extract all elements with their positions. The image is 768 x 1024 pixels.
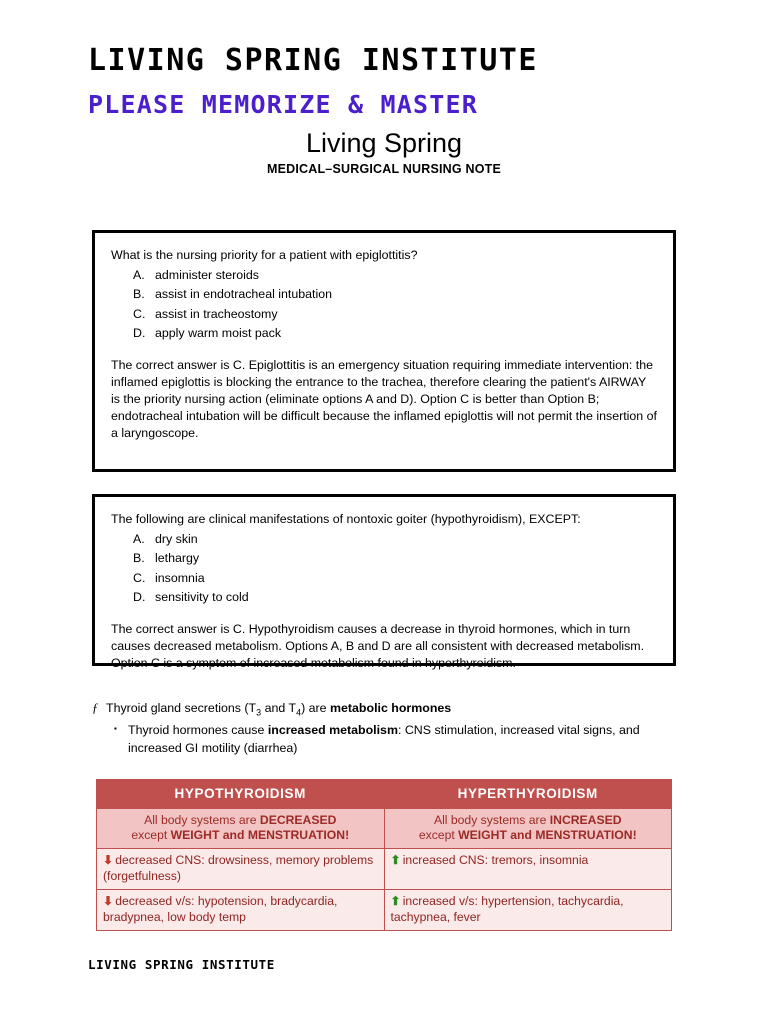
brand-title: Living Spring (305, 128, 463, 159)
choice-list (111, 530, 657, 606)
note2-bold: increased metabolism (267, 723, 398, 738)
question-stem: The following are clinical manifestations of nontoxic goiter (hypothyroidism), EXCEPT: (111, 512, 581, 527)
page-footer: LIVING SPRING INSTITUTE (88, 957, 275, 972)
subhead-line2-bold: WEIGHT and MENSTRUATION! (170, 828, 350, 843)
question-box-2 (92, 494, 676, 671)
table-row (97, 890, 672, 931)
choice-letter: C. (133, 570, 146, 585)
square-bullet-icon: ▪ (114, 724, 117, 734)
choice-text: dry skin (155, 532, 198, 547)
choice-text: assist in tracheostomy (155, 306, 278, 321)
cell-text: decreased v/s: hypotension, bradycardia, bradypnea, low body temp (103, 894, 338, 924)
memorize-banner: PLEASE MEMORIZE & MASTER (88, 89, 479, 119)
choice-letter: D. (133, 589, 146, 604)
f-bullet-icon: ƒ (92, 701, 99, 716)
cell-text: decreased CNS: drowsiness, memory problems (forgetfulness) (103, 853, 374, 884)
choice-text: assist in endotracheal intubation (155, 287, 333, 302)
table-subhead-row (97, 808, 672, 849)
cell-text: increased CNS: tremors, insomnia (402, 853, 589, 868)
note-level2 (92, 722, 676, 757)
choice-text: apply warm moist pack (155, 325, 282, 340)
subhead-line2-pre: except (131, 828, 171, 843)
question-box-1 (92, 230, 676, 472)
note-level1 (92, 700, 676, 719)
subhead-pre: All body systems are (144, 812, 260, 827)
choice-item (133, 530, 657, 549)
question-rationale: The correct answer is C. Hypothyroidism causes a decrease in thyroid hormones, which in turn causes decreased metabolism. Options A, B and D are all consistent with decreased metabolism. Option C is a symptom of increased metabolism found in hyperthyroidism. (111, 621, 645, 671)
note-sub-3: 3 (256, 707, 262, 718)
institute-title: LIVING SPRING INSTITUTE (88, 43, 538, 78)
thyroid-comparison-table (96, 779, 672, 931)
note-text-mid: and T (261, 701, 297, 716)
cell-hyper-vs (384, 890, 672, 931)
cell-hypo-vs (97, 890, 385, 931)
arrow-up-icon: ⬆ (390, 894, 401, 909)
document-header (0, 0, 768, 176)
choice-text: sensitivity to cold (155, 589, 249, 604)
choice-letter: A. (133, 268, 145, 283)
document-subtitle: MEDICAL–SURGICAL NURSING NOTE (266, 162, 502, 177)
subhead-cell-right (384, 808, 672, 849)
choice-letter: C. (133, 306, 146, 321)
choice-letter: D. (133, 325, 146, 340)
table-header-row (97, 780, 672, 809)
notes-section (92, 700, 676, 757)
cell-hypo-cns (97, 849, 385, 890)
cell-hyper-cns (384, 849, 672, 890)
choice-item (133, 549, 657, 568)
subhead-pre: All body systems are (433, 812, 550, 827)
arrow-up-icon: ⬆ (390, 853, 401, 868)
choice-item (133, 285, 657, 304)
subhead-line2-pre: except (418, 828, 459, 843)
choice-item (133, 266, 657, 285)
table-row (97, 849, 672, 890)
arrow-down-icon: ⬇ (103, 853, 114, 868)
column-header-hyperthyroidism: HYPERTHYROIDISM (384, 780, 672, 809)
subhead-line2-bold: WEIGHT and MENSTRUATION! (458, 828, 637, 843)
note-text-suffix: ) are (301, 701, 330, 716)
note-sub-4: 4 (296, 707, 302, 718)
arrow-down-icon: ⬇ (103, 894, 114, 909)
choice-text: administer steroids (155, 268, 259, 283)
choice-item (133, 569, 657, 588)
choice-letter: A. (133, 532, 145, 547)
note-bold-metabolic: metabolic hormones (330, 701, 452, 716)
choice-list (111, 266, 657, 342)
choice-letter: B. (133, 551, 145, 566)
subhead-cell-left (97, 808, 385, 849)
note2-text-prefix: Thyroid hormones cause (128, 723, 268, 738)
question-stem: What is the nursing priority for a patient with epiglottitis? (111, 248, 418, 263)
question-rationale: The correct answer is C. Epiglottitis is an emergency situation requiring immediate intervention: the inflamed epiglottis is blocking the entrance to the trachea, therefore clearing the patient's AIRWAY is the priority nursing action (eliminate options A and D). Option C is better than Option B; endotracheal intubation will be difficult because the inflamed epiglottis will not permit the insertion of a laryngoscope. (111, 357, 657, 441)
subhead-bold: DECREASED (259, 812, 337, 827)
choice-text: insomnia (155, 570, 205, 585)
choice-item (133, 305, 657, 324)
subhead-bold: INCREASED (549, 812, 622, 827)
choice-letter: B. (133, 287, 145, 302)
note-text-prefix: Thyroid gland secretions (T (106, 701, 257, 716)
choice-item (133, 588, 657, 607)
note2-text-suffix: : CNS stimulation, increased vital signs, and increased GI motility (diarrhea) (128, 723, 640, 755)
choice-text: lethargy (155, 551, 200, 566)
choice-item (133, 324, 657, 343)
column-header-hypothyroidism: HYPOTHYROIDISM (97, 780, 385, 809)
cell-text: increased v/s: hypertension, tachycardia, tachypnea, fever (390, 894, 624, 924)
